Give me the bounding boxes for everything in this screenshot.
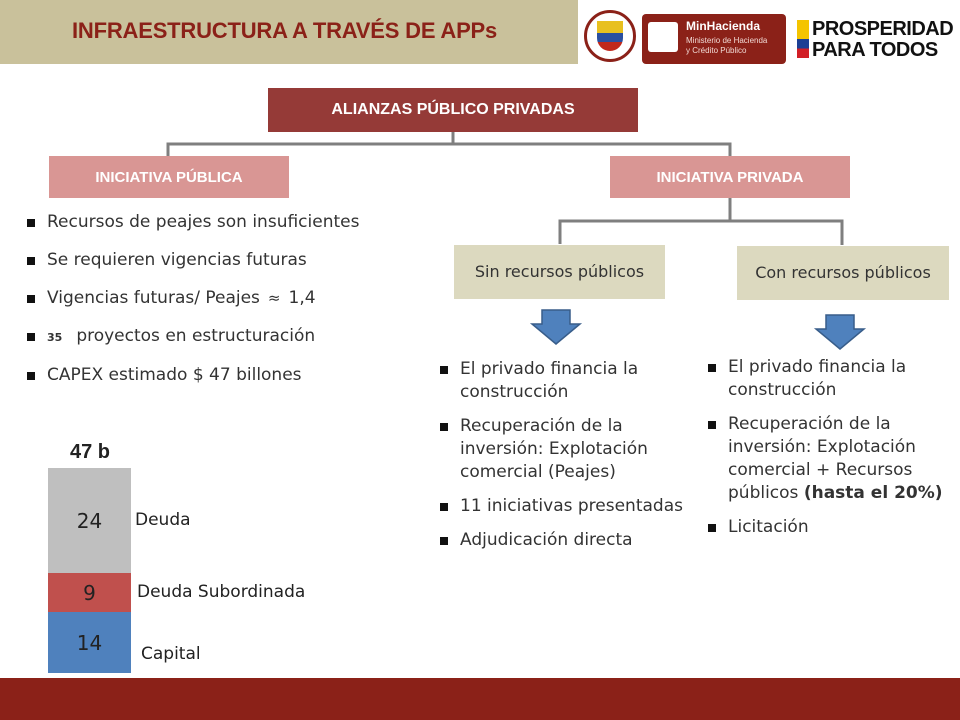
list-item-emphasis: (hasta el 20%)	[803, 483, 943, 503]
bar-series-label: Deuda Subordinada	[137, 581, 306, 602]
list-item: 11 iniciativas presentadas	[438, 495, 688, 518]
bar-series-label: Capital	[141, 643, 201, 664]
list-item: CAPEX estimado $ 47 billones	[25, 364, 385, 387]
slogan-line1: PROSPERIDAD	[812, 18, 954, 40]
public-initiative-box: INICIATIVA PÚBLICA	[49, 156, 289, 198]
bar-series-label: Deuda	[135, 509, 191, 530]
bar-segment	[48, 612, 131, 673]
bar-segment	[48, 468, 131, 573]
without-public-resources-box: Sin recursos públicos	[454, 245, 665, 299]
list-item-text: Vigencias futuras/ Peajes	[47, 288, 260, 308]
list-item: Licitación	[706, 516, 951, 539]
list-item	[25, 249, 385, 272]
down-arrow-icon	[816, 315, 864, 349]
ministry-subtitle-line2: y Crédito Público	[686, 46, 747, 55]
branch-connector	[168, 144, 730, 156]
list-item: El privado financia la construcción	[438, 358, 688, 404]
list-item: Recursos de peajes son insuficientes	[25, 211, 385, 234]
with-public-resources-box: Con recursos públicos	[737, 246, 949, 300]
bar-segment	[48, 573, 131, 612]
ministry-subtitle-line1: Ministerio de Hacienda	[686, 36, 768, 45]
list-item: Adjudicación directa	[438, 529, 688, 552]
list-item-text: proyectos en estructuración	[76, 326, 316, 346]
bar-value-label: 24	[76, 508, 103, 533]
public-initiative-list	[25, 211, 385, 402]
bar-value-label: 14	[76, 630, 103, 655]
project-count: 35	[47, 331, 63, 344]
list-item: Recuperación de la inversión: Explotación comercial (Peajes)	[438, 415, 688, 484]
list-item: El privado financia la construcción	[706, 356, 951, 402]
footer-band	[0, 678, 960, 720]
list-item-text: Recuperación de la inversión: Explotación comercial + Recursos públicos	[728, 414, 916, 503]
down-arrow-icon	[532, 310, 580, 344]
with-resources-list	[706, 356, 951, 550]
approx-symbol: ≈	[267, 289, 281, 307]
slogan-line2: PARA TODOS	[812, 39, 938, 61]
list-item	[25, 325, 385, 349]
ratio-value: 1,4	[288, 288, 316, 308]
private-initiative-box: INICIATIVA PRIVADA	[610, 156, 850, 198]
chart-title: 47 b	[70, 441, 111, 463]
page-title: INFRAESTRUCTURA A TRAVÉS DE APPs	[72, 18, 498, 43]
root-box: ALIANZAS PÚBLICO PRIVADAS	[268, 88, 638, 132]
list-item	[706, 413, 951, 505]
list-item	[25, 287, 385, 310]
list-item-text: Se requieren vigencias futuras	[47, 250, 307, 270]
ministry-name: MinHacienda	[686, 19, 761, 33]
sub-branch-connector	[560, 221, 842, 245]
without-resources-list	[438, 358, 688, 563]
bar-value-label: 9	[83, 580, 96, 605]
